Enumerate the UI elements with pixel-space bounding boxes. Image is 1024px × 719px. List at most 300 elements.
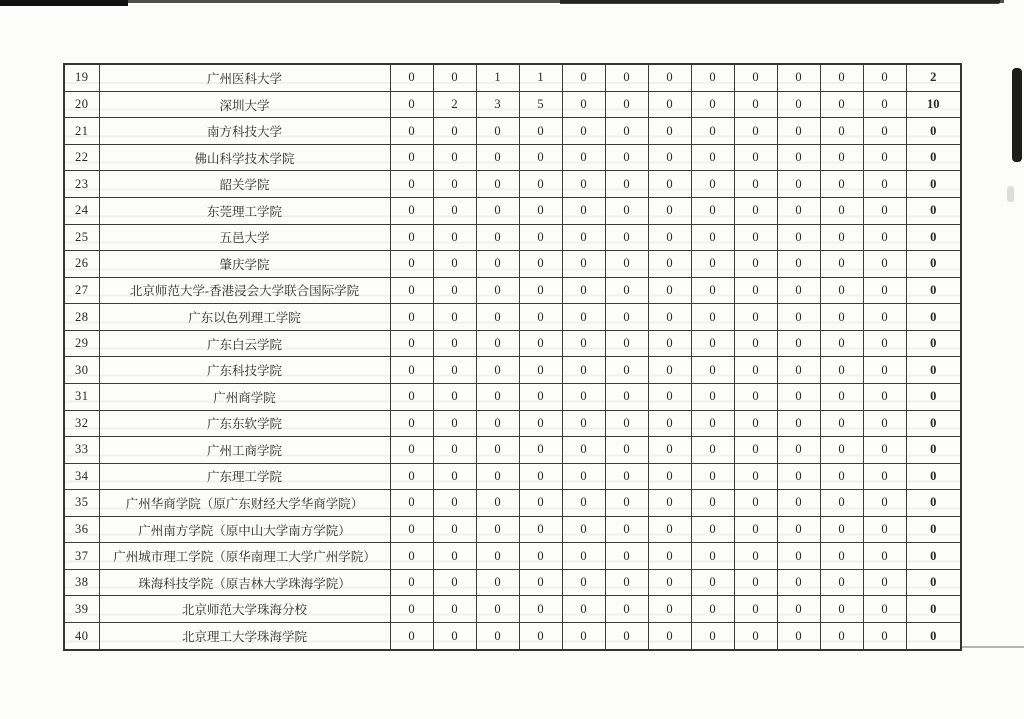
table-row — [64, 569, 961, 596]
value-cell: 0 — [519, 357, 562, 384]
value-cell: 0 — [777, 357, 820, 384]
university-statistics-table — [63, 63, 962, 651]
value-cell: 0 — [476, 171, 519, 198]
row-total-cell: 0 — [906, 144, 961, 171]
value-cell: 0 — [476, 251, 519, 278]
value-cell: 0 — [433, 144, 476, 171]
value-cell: 0 — [433, 198, 476, 225]
value-cell: 0 — [390, 490, 433, 517]
row-total-cell: 0 — [906, 516, 961, 543]
value-cell: 0 — [390, 357, 433, 384]
value-cell: 0 — [519, 277, 562, 304]
value-cell: 0 — [820, 623, 863, 650]
value-cell: 0 — [605, 383, 648, 410]
value-cell: 0 — [605, 623, 648, 650]
value-cell: 0 — [777, 64, 820, 91]
value-cell: 0 — [519, 198, 562, 225]
value-cell: 0 — [648, 463, 691, 490]
row-total-cell: 0 — [906, 330, 961, 357]
value-cell: 0 — [605, 224, 648, 251]
row-total-cell: 0 — [906, 490, 961, 517]
university-name-cell: 广东科技学院 — [99, 357, 390, 384]
value-cell: 0 — [820, 198, 863, 225]
value-cell: 0 — [777, 144, 820, 171]
value-cell: 0 — [691, 410, 734, 437]
value-cell: 0 — [605, 437, 648, 464]
value-cell: 2 — [433, 91, 476, 118]
value-cell: 0 — [562, 251, 605, 278]
value-cell: 0 — [777, 516, 820, 543]
value-cell: 0 — [691, 596, 734, 623]
value-cell: 0 — [820, 383, 863, 410]
value-cell: 0 — [390, 118, 433, 145]
value-cell: 0 — [648, 171, 691, 198]
value-cell: 0 — [691, 330, 734, 357]
value-cell: 0 — [605, 516, 648, 543]
value-cell: 0 — [390, 437, 433, 464]
value-cell: 0 — [777, 543, 820, 570]
value-cell: 0 — [863, 91, 906, 118]
value-cell: 0 — [476, 118, 519, 145]
value-cell: 0 — [863, 330, 906, 357]
value-cell: 0 — [734, 437, 777, 464]
value-cell: 0 — [863, 596, 906, 623]
table-row — [64, 543, 961, 570]
university-name-cell: 南方科技大学 — [99, 118, 390, 145]
value-cell: 0 — [648, 277, 691, 304]
value-cell: 0 — [519, 623, 562, 650]
value-cell: 0 — [691, 198, 734, 225]
value-cell: 0 — [820, 171, 863, 198]
value-cell: 0 — [390, 171, 433, 198]
value-cell: 0 — [605, 410, 648, 437]
value-cell: 0 — [519, 144, 562, 171]
value-cell: 0 — [777, 463, 820, 490]
university-name-cell: 广东东软学院 — [99, 410, 390, 437]
row-total-cell: 0 — [906, 596, 961, 623]
row-total-cell: 2 — [906, 64, 961, 91]
value-cell: 0 — [605, 463, 648, 490]
value-cell: 0 — [648, 410, 691, 437]
university-name-cell: 东莞理工学院 — [99, 198, 390, 225]
value-cell: 0 — [605, 171, 648, 198]
row-total-cell: 0 — [906, 277, 961, 304]
value-cell: 0 — [863, 118, 906, 145]
value-cell: 0 — [433, 171, 476, 198]
value-cell: 0 — [433, 64, 476, 91]
row-number-cell: 21 — [64, 118, 99, 145]
value-cell: 0 — [863, 357, 906, 384]
value-cell: 0 — [390, 251, 433, 278]
row-number-cell: 26 — [64, 251, 99, 278]
value-cell: 0 — [820, 569, 863, 596]
value-cell: 0 — [433, 569, 476, 596]
value-cell: 0 — [691, 543, 734, 570]
table-row — [64, 516, 961, 543]
table-row — [64, 357, 961, 384]
scan-artifact-right-smudge — [1007, 186, 1014, 202]
value-cell: 0 — [734, 251, 777, 278]
value-cell: 0 — [734, 198, 777, 225]
value-cell: 0 — [820, 490, 863, 517]
value-cell: 0 — [648, 330, 691, 357]
value-cell: 0 — [648, 490, 691, 517]
scan-artifact-bottom-skew-line — [961, 646, 1024, 648]
value-cell: 0 — [605, 277, 648, 304]
value-cell: 0 — [863, 383, 906, 410]
value-cell: 0 — [863, 277, 906, 304]
table-row — [64, 304, 961, 331]
value-cell: 0 — [433, 277, 476, 304]
value-cell: 0 — [476, 224, 519, 251]
value-cell: 0 — [648, 383, 691, 410]
value-cell: 0 — [691, 437, 734, 464]
value-cell: 0 — [476, 516, 519, 543]
value-cell: 0 — [820, 410, 863, 437]
value-cell: 0 — [390, 224, 433, 251]
value-cell: 0 — [820, 357, 863, 384]
value-cell: 0 — [476, 410, 519, 437]
value-cell: 0 — [476, 437, 519, 464]
value-cell: 0 — [777, 569, 820, 596]
value-cell: 0 — [691, 516, 734, 543]
row-number-cell: 36 — [64, 516, 99, 543]
value-cell: 0 — [476, 277, 519, 304]
value-cell: 0 — [476, 463, 519, 490]
university-name-cell: 广州商学院 — [99, 383, 390, 410]
row-number-cell: 29 — [64, 330, 99, 357]
row-number-cell: 20 — [64, 91, 99, 118]
value-cell: 0 — [390, 569, 433, 596]
value-cell: 0 — [562, 490, 605, 517]
value-cell: 0 — [433, 437, 476, 464]
university-name-cell: 韶关学院 — [99, 171, 390, 198]
value-cell: 0 — [648, 437, 691, 464]
row-total-cell: 0 — [906, 463, 961, 490]
table-row — [64, 144, 961, 171]
value-cell: 0 — [691, 623, 734, 650]
value-cell: 0 — [519, 251, 562, 278]
value-cell: 0 — [648, 596, 691, 623]
value-cell: 0 — [390, 463, 433, 490]
value-cell: 0 — [691, 569, 734, 596]
value-cell: 0 — [519, 516, 562, 543]
value-cell: 0 — [605, 330, 648, 357]
value-cell: 0 — [777, 410, 820, 437]
table-row — [64, 277, 961, 304]
value-cell: 0 — [648, 623, 691, 650]
university-name-cell: 广州工商学院 — [99, 437, 390, 464]
value-cell: 0 — [777, 596, 820, 623]
value-cell: 0 — [734, 490, 777, 517]
university-name-cell: 广东以色列理工学院 — [99, 304, 390, 331]
value-cell: 0 — [734, 64, 777, 91]
row-total-cell: 0 — [906, 357, 961, 384]
value-cell: 0 — [777, 171, 820, 198]
value-cell: 0 — [390, 64, 433, 91]
value-cell: 0 — [605, 569, 648, 596]
table-row — [64, 64, 961, 91]
value-cell: 0 — [691, 251, 734, 278]
value-cell: 0 — [734, 596, 777, 623]
value-cell: 0 — [691, 277, 734, 304]
row-total-cell: 0 — [906, 171, 961, 198]
value-cell: 0 — [605, 490, 648, 517]
value-cell: 0 — [476, 357, 519, 384]
scan-artifact-top-left-corner — [0, 0, 128, 6]
value-cell: 0 — [390, 198, 433, 225]
value-cell: 0 — [691, 64, 734, 91]
value-cell: 0 — [476, 304, 519, 331]
university-name-cell: 深圳大学 — [99, 91, 390, 118]
value-cell: 0 — [734, 224, 777, 251]
value-cell: 0 — [863, 224, 906, 251]
value-cell: 0 — [648, 543, 691, 570]
value-cell: 0 — [777, 198, 820, 225]
table-row — [64, 91, 961, 118]
value-cell: 0 — [863, 64, 906, 91]
value-cell: 0 — [562, 91, 605, 118]
row-total-cell: 0 — [906, 118, 961, 145]
value-cell: 0 — [390, 410, 433, 437]
value-cell: 0 — [734, 543, 777, 570]
value-cell: 0 — [476, 596, 519, 623]
value-cell: 0 — [390, 91, 433, 118]
value-cell: 0 — [390, 383, 433, 410]
table-row — [64, 437, 961, 464]
university-name-cell: 广州南方学院（原中山大学南方学院） — [99, 516, 390, 543]
scan-artifact-top-right-segment — [560, 0, 1000, 4]
value-cell: 1 — [519, 64, 562, 91]
row-number-cell: 32 — [64, 410, 99, 437]
university-name-cell: 五邑大学 — [99, 224, 390, 251]
table-row — [64, 623, 961, 650]
row-total-cell: 0 — [906, 623, 961, 650]
value-cell: 0 — [820, 596, 863, 623]
value-cell: 0 — [691, 383, 734, 410]
value-cell: 0 — [777, 224, 820, 251]
value-cell: 0 — [519, 596, 562, 623]
row-total-cell: 0 — [906, 304, 961, 331]
value-cell: 0 — [562, 304, 605, 331]
value-cell: 0 — [863, 410, 906, 437]
value-cell: 0 — [648, 91, 691, 118]
value-cell: 0 — [476, 383, 519, 410]
value-cell: 0 — [648, 144, 691, 171]
table-row — [64, 596, 961, 623]
value-cell: 0 — [820, 224, 863, 251]
value-cell: 0 — [820, 64, 863, 91]
value-cell: 0 — [390, 277, 433, 304]
value-cell: 0 — [605, 596, 648, 623]
value-cell: 0 — [863, 171, 906, 198]
value-cell: 0 — [863, 543, 906, 570]
value-cell: 0 — [390, 623, 433, 650]
university-name-cell: 广州医科大学 — [99, 64, 390, 91]
value-cell: 0 — [691, 490, 734, 517]
value-cell: 0 — [433, 490, 476, 517]
value-cell: 0 — [562, 64, 605, 91]
value-cell: 0 — [691, 171, 734, 198]
row-number-cell: 37 — [64, 543, 99, 570]
row-total-cell: 0 — [906, 569, 961, 596]
value-cell: 0 — [390, 330, 433, 357]
value-cell: 0 — [562, 144, 605, 171]
value-cell: 0 — [820, 463, 863, 490]
value-cell: 0 — [734, 623, 777, 650]
value-cell: 0 — [562, 277, 605, 304]
value-cell: 0 — [562, 224, 605, 251]
value-cell: 0 — [820, 251, 863, 278]
value-cell: 0 — [476, 490, 519, 517]
row-number-cell: 19 — [64, 64, 99, 91]
value-cell: 0 — [648, 224, 691, 251]
value-cell: 0 — [691, 357, 734, 384]
value-cell: 0 — [433, 224, 476, 251]
university-name-cell: 肇庆学院 — [99, 251, 390, 278]
value-cell: 0 — [519, 437, 562, 464]
value-cell: 0 — [562, 198, 605, 225]
value-cell: 0 — [820, 118, 863, 145]
value-cell: 0 — [734, 383, 777, 410]
value-cell: 0 — [648, 198, 691, 225]
table-row — [64, 198, 961, 225]
value-cell: 0 — [820, 437, 863, 464]
university-name-cell: 广州华商学院（原广东财经大学华商学院） — [99, 490, 390, 517]
value-cell: 0 — [820, 144, 863, 171]
value-cell: 0 — [433, 357, 476, 384]
value-cell: 0 — [777, 277, 820, 304]
row-number-cell: 38 — [64, 569, 99, 596]
row-total-cell: 10 — [906, 91, 961, 118]
value-cell: 0 — [562, 623, 605, 650]
value-cell: 0 — [562, 596, 605, 623]
table-row — [64, 490, 961, 517]
table-row — [64, 410, 961, 437]
value-cell: 0 — [519, 543, 562, 570]
value-cell: 0 — [863, 437, 906, 464]
row-number-cell: 40 — [64, 623, 99, 650]
value-cell: 0 — [863, 623, 906, 650]
value-cell: 0 — [562, 383, 605, 410]
value-cell: 0 — [605, 304, 648, 331]
value-cell: 0 — [734, 304, 777, 331]
value-cell: 0 — [433, 118, 476, 145]
value-cell: 0 — [777, 490, 820, 517]
row-number-cell: 23 — [64, 171, 99, 198]
value-cell: 0 — [476, 543, 519, 570]
university-name-cell: 佛山科学技术学院 — [99, 144, 390, 171]
university-name-cell: 广东白云学院 — [99, 330, 390, 357]
row-number-cell: 35 — [64, 490, 99, 517]
value-cell: 0 — [820, 91, 863, 118]
value-cell: 0 — [734, 463, 777, 490]
row-number-cell: 34 — [64, 463, 99, 490]
value-cell: 0 — [562, 569, 605, 596]
table-body — [64, 64, 961, 650]
value-cell: 0 — [863, 304, 906, 331]
row-number-cell: 22 — [64, 144, 99, 171]
row-number-cell: 28 — [64, 304, 99, 331]
row-total-cell: 0 — [906, 251, 961, 278]
value-cell: 0 — [777, 251, 820, 278]
value-cell: 0 — [777, 383, 820, 410]
value-cell: 0 — [777, 118, 820, 145]
value-cell: 0 — [734, 357, 777, 384]
value-cell: 0 — [734, 91, 777, 118]
value-cell: 0 — [734, 118, 777, 145]
row-number-cell: 33 — [64, 437, 99, 464]
table-row — [64, 118, 961, 145]
table-row — [64, 383, 961, 410]
value-cell: 0 — [691, 304, 734, 331]
row-total-cell: 0 — [906, 224, 961, 251]
value-cell: 0 — [519, 171, 562, 198]
value-cell: 0 — [390, 144, 433, 171]
value-cell: 0 — [476, 144, 519, 171]
value-cell: 0 — [433, 330, 476, 357]
value-cell: 0 — [519, 304, 562, 331]
table-row — [64, 251, 961, 278]
value-cell: 3 — [476, 91, 519, 118]
value-cell: 0 — [562, 543, 605, 570]
value-cell: 0 — [777, 304, 820, 331]
value-cell: 0 — [519, 463, 562, 490]
value-cell: 0 — [648, 251, 691, 278]
value-cell: 0 — [820, 516, 863, 543]
value-cell: 0 — [605, 543, 648, 570]
value-cell: 0 — [433, 596, 476, 623]
value-cell: 0 — [390, 304, 433, 331]
row-total-cell: 0 — [906, 383, 961, 410]
row-total-cell: 0 — [906, 437, 961, 464]
value-cell: 0 — [519, 330, 562, 357]
value-cell: 0 — [562, 437, 605, 464]
value-cell: 0 — [734, 569, 777, 596]
university-name-cell: 广州城市理工学院（原华南理工大学广州学院） — [99, 543, 390, 570]
value-cell: 0 — [777, 91, 820, 118]
value-cell: 0 — [605, 91, 648, 118]
value-cell: 0 — [863, 490, 906, 517]
value-cell: 0 — [691, 118, 734, 145]
value-cell: 0 — [562, 516, 605, 543]
value-cell: 0 — [648, 516, 691, 543]
value-cell: 0 — [562, 171, 605, 198]
value-cell: 0 — [519, 569, 562, 596]
value-cell: 0 — [390, 596, 433, 623]
value-cell: 0 — [734, 516, 777, 543]
value-cell: 0 — [777, 330, 820, 357]
value-cell: 0 — [433, 516, 476, 543]
value-cell: 0 — [863, 198, 906, 225]
row-number-cell: 24 — [64, 198, 99, 225]
value-cell: 0 — [863, 569, 906, 596]
university-name-cell: 广东理工学院 — [99, 463, 390, 490]
table-row — [64, 330, 961, 357]
value-cell: 0 — [691, 91, 734, 118]
row-total-cell: 0 — [906, 543, 961, 570]
value-cell: 0 — [691, 144, 734, 171]
value-cell: 0 — [863, 251, 906, 278]
university-name-cell: 北京师范大学-香港浸会大学联合国际学院 — [99, 277, 390, 304]
value-cell: 0 — [691, 463, 734, 490]
value-cell: 0 — [734, 277, 777, 304]
value-cell: 0 — [605, 251, 648, 278]
value-cell: 0 — [605, 357, 648, 384]
value-cell: 0 — [433, 251, 476, 278]
value-cell: 0 — [605, 198, 648, 225]
value-cell: 0 — [648, 569, 691, 596]
